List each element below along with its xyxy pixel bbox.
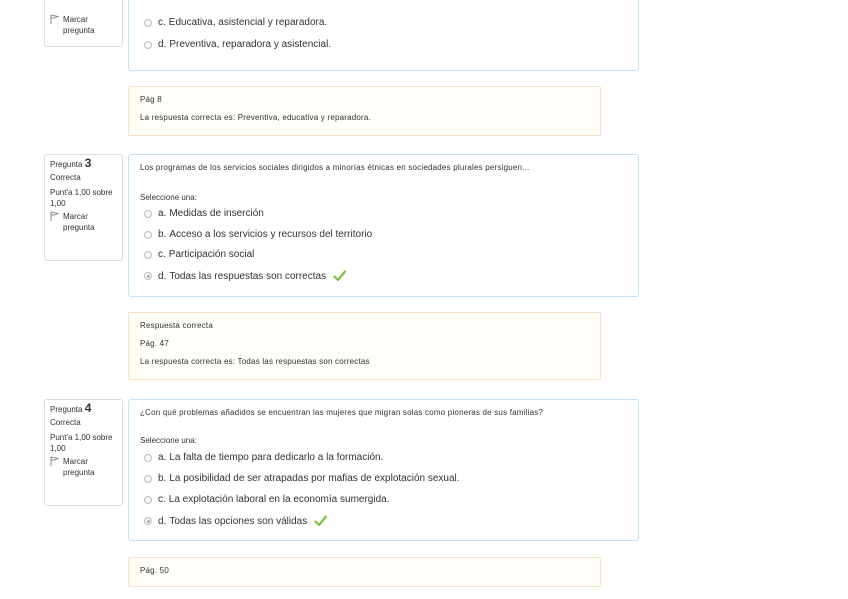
radio-icon[interactable] — [144, 454, 152, 462]
option-letter: c. — [158, 494, 166, 505]
feedback-status: Respuesta correcta — [140, 321, 213, 330]
flag-question-q4[interactable] — [50, 456, 117, 478]
question-state: Correcta — [50, 418, 81, 427]
feedback-page: Pág 8 — [140, 95, 162, 104]
option-text: La posibilidad de ser atrapadas por mafias de explotación sexual. — [169, 473, 460, 484]
question-info-q3 — [44, 154, 123, 261]
question-label: Pregunta — [50, 160, 83, 169]
feedback-box-q3 — [128, 312, 601, 380]
flag-label: Marcar pregunta — [63, 15, 95, 35]
option-a[interactable] — [144, 452, 383, 463]
option-letter: a. — [158, 208, 167, 219]
option-letter: d. — [158, 39, 167, 50]
question-number-value: 4 — [84, 401, 92, 415]
option-text: La explotación laboral en la economía sumergida. — [168, 494, 390, 505]
feedback-box-q2 — [128, 86, 601, 136]
checkmark-icon — [314, 515, 327, 527]
option-text: La falta de tiempo para dedicarlo a la formación. — [169, 452, 384, 463]
option-a[interactable] — [144, 208, 264, 219]
feedback-page: Pág. 50 — [140, 566, 169, 575]
option-letter: a. — [158, 452, 167, 463]
flag-label: Marcar pregunta — [63, 212, 95, 232]
question-number — [50, 158, 117, 170]
option-text: Medidas de inserción — [169, 208, 264, 219]
radio-icon[interactable] — [144, 272, 152, 280]
question-number-value: 3 — [84, 156, 92, 170]
flag-label: Marcar pregunta — [63, 457, 95, 477]
question-text: Los programas de los servicios sociales dirigidos a minorías étnicas en sociedades plurales persiguen... — [140, 163, 530, 172]
option-text: Acceso a los servicios y recursos del territorio — [169, 229, 373, 240]
option-d[interactable] — [144, 39, 331, 50]
option-c[interactable] — [144, 494, 389, 505]
radio-icon[interactable] — [144, 19, 152, 27]
question-state: Correcta — [50, 173, 81, 182]
option-d[interactable] — [144, 270, 346, 282]
radio-icon[interactable] — [144, 475, 152, 483]
option-letter: b. — [158, 229, 167, 240]
feedback-page: Pág. 47 — [140, 339, 169, 348]
option-c[interactable] — [144, 249, 254, 260]
checkmark-icon — [333, 270, 346, 282]
flag-question-q2[interactable] — [50, 14, 117, 36]
option-c[interactable] — [144, 17, 327, 28]
option-b[interactable] — [144, 229, 372, 240]
option-text: Educativa, asistencial y reparadora. — [168, 17, 328, 28]
feedback-box-q4 — [128, 557, 601, 587]
question-score: Punt'a 1,00 sobre 1,00 — [50, 188, 113, 208]
flag-question-q3[interactable] — [50, 211, 117, 233]
question-box-q4 — [128, 399, 639, 541]
flag-icon — [50, 211, 60, 221]
question-box-q3 — [128, 154, 639, 297]
option-text: Todas las opciones son válidas — [169, 515, 308, 527]
feedback-answer: La respuesta correcta es: Todas las respuestas son correctas — [140, 357, 370, 366]
option-text: Participación social — [168, 249, 255, 260]
question-score: Punt'a 1,00 sobre 1,00 — [50, 433, 113, 453]
radio-icon[interactable] — [144, 210, 152, 218]
option-letter: c. — [158, 249, 166, 260]
select-prompt: Seleccione una: — [140, 436, 197, 445]
radio-icon[interactable] — [144, 517, 152, 525]
feedback-answer: La respuesta correcta es: Preventiva, educativa y reparadora. — [140, 113, 371, 122]
option-d[interactable] — [144, 515, 327, 527]
question-number — [50, 403, 117, 415]
option-text: Todas las respuestas son correctas — [169, 270, 327, 282]
question-label: Pregunta — [50, 405, 83, 414]
question-info-q4 — [44, 399, 123, 506]
select-prompt: Seleccione una: — [140, 193, 197, 202]
option-letter: c. — [158, 17, 166, 28]
option-letter: b. — [158, 473, 167, 484]
flag-icon — [50, 456, 60, 466]
radio-icon[interactable] — [144, 251, 152, 259]
radio-icon[interactable] — [144, 41, 152, 49]
option-letter: d. — [158, 270, 167, 282]
radio-icon[interactable] — [144, 231, 152, 239]
option-letter: d. — [158, 515, 167, 527]
question-box-q2 — [128, 0, 639, 71]
option-text: Preventiva, reparadora y asistencial. — [169, 39, 332, 50]
question-text: ¿Con qué problemas añadidos se encuentran las mujeres que migran solas como pioneras de sus familias? — [140, 408, 544, 417]
option-b[interactable] — [144, 473, 460, 484]
radio-icon[interactable] — [144, 496, 152, 504]
flag-icon — [50, 14, 60, 24]
question-info-q2 — [44, 0, 123, 47]
